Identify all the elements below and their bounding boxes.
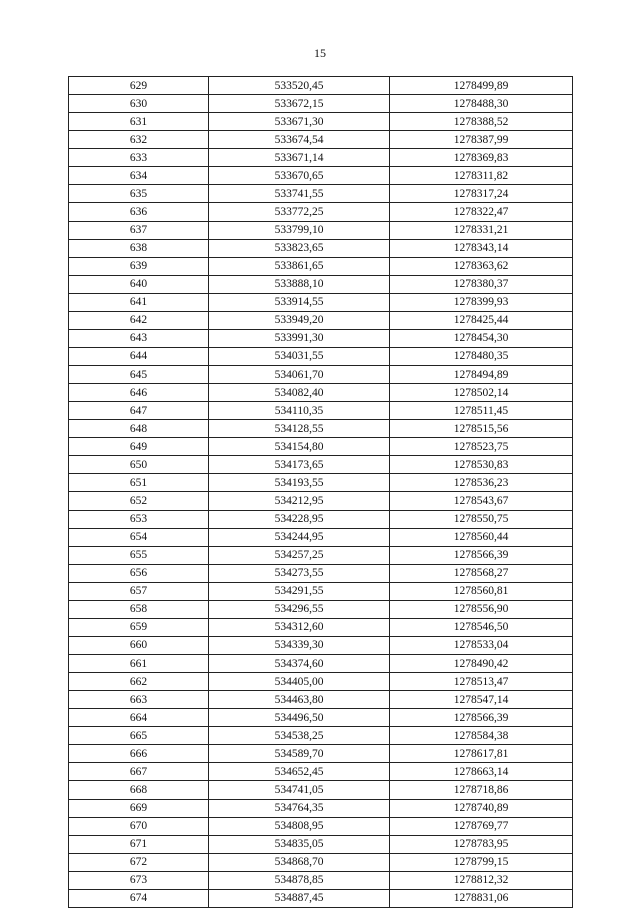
table-row [69, 817, 573, 835]
x-coordinate-cell: 533823,65 [209, 239, 390, 257]
x-coordinate-cell: 534212,95 [209, 492, 390, 510]
x-coordinate-cell: 533861,65 [209, 257, 390, 275]
y-coordinate-cell: 1278740,89 [390, 799, 573, 817]
table-row [69, 347, 573, 365]
point-number-cell: 632 [69, 131, 209, 149]
y-coordinate-cell: 1278543,67 [390, 492, 573, 510]
point-number-cell: 650 [69, 456, 209, 474]
x-coordinate-cell: 534868,70 [209, 853, 390, 871]
y-coordinate-cell: 1278560,44 [390, 528, 573, 546]
x-coordinate-cell: 534154,80 [209, 438, 390, 456]
table-row [69, 582, 573, 600]
point-number-cell: 644 [69, 347, 209, 365]
point-number-cell: 639 [69, 257, 209, 275]
point-number-cell: 651 [69, 474, 209, 492]
x-coordinate-cell: 534405,00 [209, 673, 390, 691]
table-row [69, 329, 573, 347]
table-row [69, 366, 573, 384]
coordinates-table-body [69, 77, 573, 908]
point-number-cell: 629 [69, 77, 209, 95]
table-row [69, 673, 573, 691]
page-number: 15 [314, 46, 326, 60]
table-row [69, 221, 573, 239]
point-number-cell: 653 [69, 510, 209, 528]
y-coordinate-cell: 1278369,83 [390, 149, 573, 167]
table-row [69, 293, 573, 311]
y-coordinate-cell: 1278533,04 [390, 636, 573, 654]
point-number-cell: 655 [69, 546, 209, 564]
point-number-cell: 634 [69, 167, 209, 185]
point-number-cell: 631 [69, 113, 209, 131]
y-coordinate-cell: 1278387,99 [390, 131, 573, 149]
x-coordinate-cell: 534110,35 [209, 402, 390, 420]
point-number-cell: 667 [69, 763, 209, 781]
point-number-cell: 656 [69, 564, 209, 582]
point-number-cell: 669 [69, 799, 209, 817]
table-row [69, 564, 573, 582]
y-coordinate-cell: 1278550,75 [390, 510, 573, 528]
x-coordinate-cell: 534128,55 [209, 420, 390, 438]
point-number-cell: 640 [69, 275, 209, 293]
table-row [69, 691, 573, 709]
table-row [69, 636, 573, 654]
x-coordinate-cell: 534339,30 [209, 636, 390, 654]
y-coordinate-cell: 1278311,82 [390, 167, 573, 185]
table-row [69, 95, 573, 113]
point-number-cell: 659 [69, 618, 209, 636]
y-coordinate-cell: 1278331,21 [390, 221, 573, 239]
y-coordinate-cell: 1278566,39 [390, 546, 573, 564]
point-number-cell: 652 [69, 492, 209, 510]
table-row [69, 384, 573, 402]
point-number-cell: 635 [69, 185, 209, 203]
x-coordinate-cell: 534538,25 [209, 727, 390, 745]
point-number-cell: 636 [69, 203, 209, 221]
point-number-cell: 663 [69, 691, 209, 709]
y-coordinate-cell: 1278317,24 [390, 185, 573, 203]
x-coordinate-cell: 533674,54 [209, 131, 390, 149]
y-coordinate-cell: 1278502,14 [390, 384, 573, 402]
x-coordinate-cell: 533914,55 [209, 293, 390, 311]
y-coordinate-cell: 1278812,32 [390, 871, 573, 889]
x-coordinate-cell: 534496,50 [209, 709, 390, 727]
y-coordinate-cell: 1278388,52 [390, 113, 573, 131]
table-row [69, 510, 573, 528]
table-row [69, 131, 573, 149]
point-number-cell: 660 [69, 636, 209, 654]
point-number-cell: 643 [69, 329, 209, 347]
y-coordinate-cell: 1278499,89 [390, 77, 573, 95]
x-coordinate-cell: 534808,95 [209, 817, 390, 835]
y-coordinate-cell: 1278536,23 [390, 474, 573, 492]
x-coordinate-cell: 534835,05 [209, 835, 390, 853]
table-row [69, 420, 573, 438]
point-number-cell: 674 [69, 889, 209, 907]
x-coordinate-cell: 534173,65 [209, 456, 390, 474]
table-row [69, 402, 573, 420]
x-coordinate-cell: 534887,45 [209, 889, 390, 907]
x-coordinate-cell: 534291,55 [209, 582, 390, 600]
x-coordinate-cell: 533772,25 [209, 203, 390, 221]
y-coordinate-cell: 1278363,62 [390, 257, 573, 275]
x-coordinate-cell: 533741,55 [209, 185, 390, 203]
x-coordinate-cell: 533671,30 [209, 113, 390, 131]
x-coordinate-cell: 534652,45 [209, 763, 390, 781]
y-coordinate-cell: 1278783,95 [390, 835, 573, 853]
table-row [69, 239, 573, 257]
point-number-cell: 665 [69, 727, 209, 745]
y-coordinate-cell: 1278425,44 [390, 311, 573, 329]
table-row [69, 167, 573, 185]
point-number-cell: 673 [69, 871, 209, 889]
point-number-cell: 664 [69, 709, 209, 727]
y-coordinate-cell: 1278546,50 [390, 618, 573, 636]
point-number-cell: 648 [69, 420, 209, 438]
x-coordinate-cell: 533991,30 [209, 329, 390, 347]
table-row [69, 492, 573, 510]
table-row [69, 185, 573, 203]
x-coordinate-cell: 533520,45 [209, 77, 390, 95]
x-coordinate-cell: 534374,60 [209, 655, 390, 673]
point-number-cell: 672 [69, 853, 209, 871]
y-coordinate-cell: 1278547,14 [390, 691, 573, 709]
y-coordinate-cell: 1278343,14 [390, 239, 573, 257]
table-row [69, 745, 573, 763]
x-coordinate-cell: 533888,10 [209, 275, 390, 293]
table-row [69, 799, 573, 817]
table-row [69, 618, 573, 636]
point-number-cell: 666 [69, 745, 209, 763]
point-number-cell: 630 [69, 95, 209, 113]
x-coordinate-cell: 534061,70 [209, 366, 390, 384]
point-number-cell: 661 [69, 655, 209, 673]
x-coordinate-cell: 534589,70 [209, 745, 390, 763]
point-number-cell: 642 [69, 311, 209, 329]
table-row [69, 655, 573, 673]
x-coordinate-cell: 534764,35 [209, 799, 390, 817]
point-number-cell: 645 [69, 366, 209, 384]
table-row [69, 727, 573, 745]
x-coordinate-cell: 534257,25 [209, 546, 390, 564]
point-number-cell: 654 [69, 528, 209, 546]
x-coordinate-cell: 534244,95 [209, 528, 390, 546]
table-row [69, 438, 573, 456]
point-number-cell: 649 [69, 438, 209, 456]
table-row [69, 456, 573, 474]
y-coordinate-cell: 1278380,37 [390, 275, 573, 293]
y-coordinate-cell: 1278769,77 [390, 817, 573, 835]
point-number-cell: 668 [69, 781, 209, 799]
table-row [69, 781, 573, 799]
x-coordinate-cell: 534312,60 [209, 618, 390, 636]
table-row [69, 709, 573, 727]
y-coordinate-cell: 1278513,47 [390, 673, 573, 691]
y-coordinate-cell: 1278556,90 [390, 600, 573, 618]
table-row [69, 474, 573, 492]
y-coordinate-cell: 1278560,81 [390, 582, 573, 600]
table-row [69, 600, 573, 618]
y-coordinate-cell: 1278566,39 [390, 709, 573, 727]
y-coordinate-cell: 1278584,38 [390, 727, 573, 745]
x-coordinate-cell: 534741,05 [209, 781, 390, 799]
table-row [69, 835, 573, 853]
y-coordinate-cell: 1278511,45 [390, 402, 573, 420]
y-coordinate-cell: 1278494,89 [390, 366, 573, 384]
y-coordinate-cell: 1278617,81 [390, 745, 573, 763]
x-coordinate-cell: 533672,15 [209, 95, 390, 113]
x-coordinate-cell: 534082,40 [209, 384, 390, 402]
point-number-cell: 641 [69, 293, 209, 311]
point-number-cell: 657 [69, 582, 209, 600]
x-coordinate-cell: 534228,95 [209, 510, 390, 528]
table-row [69, 203, 573, 221]
point-number-cell: 658 [69, 600, 209, 618]
table-row [69, 546, 573, 564]
x-coordinate-cell: 533799,10 [209, 221, 390, 239]
table-row [69, 853, 573, 871]
y-coordinate-cell: 1278454,30 [390, 329, 573, 347]
x-coordinate-cell: 534463,80 [209, 691, 390, 709]
y-coordinate-cell: 1278799,15 [390, 853, 573, 871]
table-row [69, 77, 573, 95]
point-number-cell: 646 [69, 384, 209, 402]
y-coordinate-cell: 1278515,56 [390, 420, 573, 438]
x-coordinate-cell: 533670,65 [209, 167, 390, 185]
x-coordinate-cell: 534878,85 [209, 871, 390, 889]
coordinates-table [68, 76, 573, 908]
x-coordinate-cell: 533949,20 [209, 311, 390, 329]
y-coordinate-cell: 1278568,27 [390, 564, 573, 582]
point-number-cell: 637 [69, 221, 209, 239]
y-coordinate-cell: 1278490,42 [390, 655, 573, 673]
x-coordinate-cell: 534273,55 [209, 564, 390, 582]
table-row [69, 528, 573, 546]
point-number-cell: 670 [69, 817, 209, 835]
y-coordinate-cell: 1278663,14 [390, 763, 573, 781]
x-coordinate-cell: 534296,55 [209, 600, 390, 618]
point-number-cell: 638 [69, 239, 209, 257]
x-coordinate-cell: 534031,55 [209, 347, 390, 365]
table-row [69, 311, 573, 329]
table-row [69, 275, 573, 293]
table-row [69, 257, 573, 275]
y-coordinate-cell: 1278399,93 [390, 293, 573, 311]
table-row [69, 763, 573, 781]
y-coordinate-cell: 1278530,83 [390, 456, 573, 474]
y-coordinate-cell: 1278831,06 [390, 889, 573, 907]
y-coordinate-cell: 1278322,47 [390, 203, 573, 221]
table-row [69, 149, 573, 167]
point-number-cell: 647 [69, 402, 209, 420]
y-coordinate-cell: 1278480,35 [390, 347, 573, 365]
table-row [69, 871, 573, 889]
point-number-cell: 662 [69, 673, 209, 691]
x-coordinate-cell: 533671,14 [209, 149, 390, 167]
y-coordinate-cell: 1278523,75 [390, 438, 573, 456]
x-coordinate-cell: 534193,55 [209, 474, 390, 492]
y-coordinate-cell: 1278718,86 [390, 781, 573, 799]
point-number-cell: 633 [69, 149, 209, 167]
point-number-cell: 671 [69, 835, 209, 853]
y-coordinate-cell: 1278488,30 [390, 95, 573, 113]
table-row [69, 113, 573, 131]
